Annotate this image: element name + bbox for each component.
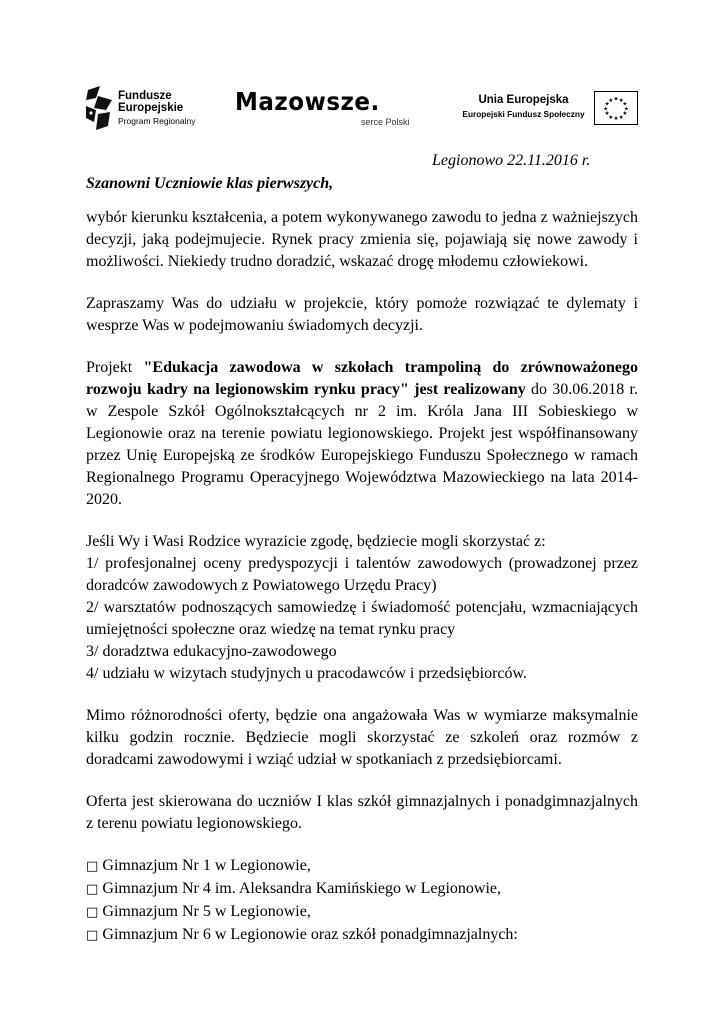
svg-text:★: ★ [613, 96, 619, 103]
school-list-item: □ Gimnazjum Nr 5 w Legionowie, [86, 901, 638, 924]
mazowsze-logo [235, 88, 425, 130]
svg-text:★: ★ [608, 114, 614, 121]
svg-text:★: ★ [622, 101, 628, 108]
letter-body [86, 207, 638, 947]
paragraph-time-commitment: Mimo różnorodności oferty, będzie ona angażowała Was w wymiarze maksymalnie kilku godzin rocznie. Będziecie mogli skorzystać ze szkoleń oraz rozmów z doradcami zawodowymi i wziąć udział w spotkaniach z przedsiębiorcami. [86, 707, 638, 768]
svg-text:★: ★ [623, 106, 629, 113]
svg-text:★: ★ [603, 106, 609, 113]
offer-item-1: 1/ profesjonalnej oceny predyspozycji i talentów zawodowych (prowadzonej przez doradców zawodowych z Powiatowego Urzędu Pracy) [86, 555, 638, 594]
svg-text:★: ★ [613, 116, 619, 123]
fe-logo-line2: Europejskie [118, 102, 184, 114]
svg-text:★: ★ [608, 97, 614, 104]
letter-date: Legionowo 22.11.2016 r. [432, 152, 591, 169]
paragraph-intro: wybór kierunku kształcenia, a potem wykonywanego zawodu to jedna z ważniejszych decyzji, jaką podejmujecie. Rynek pracy zmienia się, pojawiają się nowe zawody i możliwości. Niekiedy trudno doradzić, wskazać drogę młodemu człowiekowi. [86, 209, 638, 270]
project-details: do 30.06.2018 r. w Zespole Szkół Ogólnokształcących nr 2 im. Króla Jana III Sobieskiego w Legionowie oraz na terenie powiatu legionowskiego. Projekt jest współfinansowany przez Unię Europejską ze środków Europejskiego Funduszu Społecznego w ramach Regionalnego Programu Operacyjnego Województwa Mazowieckiego na lata 2014-2020. [86, 381, 638, 508]
ue-logo-line2: Europejski Fundusz Społeczny [462, 109, 585, 119]
logo-header [86, 84, 638, 134]
mazowsze-wordmark: Mazowsze. [235, 88, 380, 117]
offer-item-3: 3/ doradztwa edukacyjno-zawodowego [86, 643, 337, 660]
svg-text:★: ★ [604, 101, 610, 108]
fe-logo-line1: Fundusze [118, 90, 172, 102]
paragraph-audience: Oferta jest skierowana do uczniów I klas szkół gimnazjalnych i ponadgimnazjalnych z terenu powiatu legionowskiego. [86, 793, 638, 832]
fundusze-europejskie-emblem-icon [86, 86, 112, 130]
eu-flag-icon [594, 91, 638, 125]
school-list-item: □ Gimnazjum Nr 1 w Legionowie, [86, 855, 638, 878]
project-prefix: Projekt [86, 359, 144, 376]
school-list-item: □ Gimnazjum Nr 6 w Legionowie oraz szkół ponadgimnazjalnych: [86, 924, 638, 947]
mazowsze-tagline: serce Polski [361, 117, 410, 127]
school-list-item: □ Gimnazjum Nr 4 im. Aleksandra Kamińskiego w Legionowie, [86, 878, 638, 901]
paragraph-project [86, 357, 638, 511]
offer-intro: Jeśli Wy i Wasi Rodzice wyrazicie zgodę, będziecie mogli skorzystać z: [86, 533, 546, 550]
svg-text:★: ★ [618, 114, 624, 121]
fundusze-europejskie-logo [86, 86, 226, 132]
offer-item-4: 4/ udziału w wizytach studyjnych u pracodawców i przedsiębiorców. [86, 665, 528, 682]
svg-text:★: ★ [604, 111, 610, 118]
fe-logo-line3: Program Regionalny [118, 116, 196, 126]
offer-item-2: 2/ warsztatów podnoszących samowiedzę i świadomość potencjału, wzmacniających umiejętności społeczne oraz wiedzę na temat rynku pracy [86, 599, 638, 638]
ue-logo-line1: Unia Europejska [478, 94, 569, 106]
svg-text:★: ★ [622, 111, 628, 118]
paragraph-invitation: Zapraszamy Was do udziału w projekcie, który pomoże rozwiązać te dylematy i wesprze Was w podejmowaniu świadomych decyzji. [86, 295, 638, 334]
letter-greeting: Szanowni Uczniowie klas pierwszych, [86, 175, 334, 192]
svg-text:★: ★ [618, 97, 624, 104]
unia-europejska-logo [457, 86, 638, 132]
project-title: "Edukacja zawodowa w szkołach trampoliną do zrównoważonego rozwoju kadry na legionowskim rynku pracy" jest realizowany [86, 359, 639, 398]
